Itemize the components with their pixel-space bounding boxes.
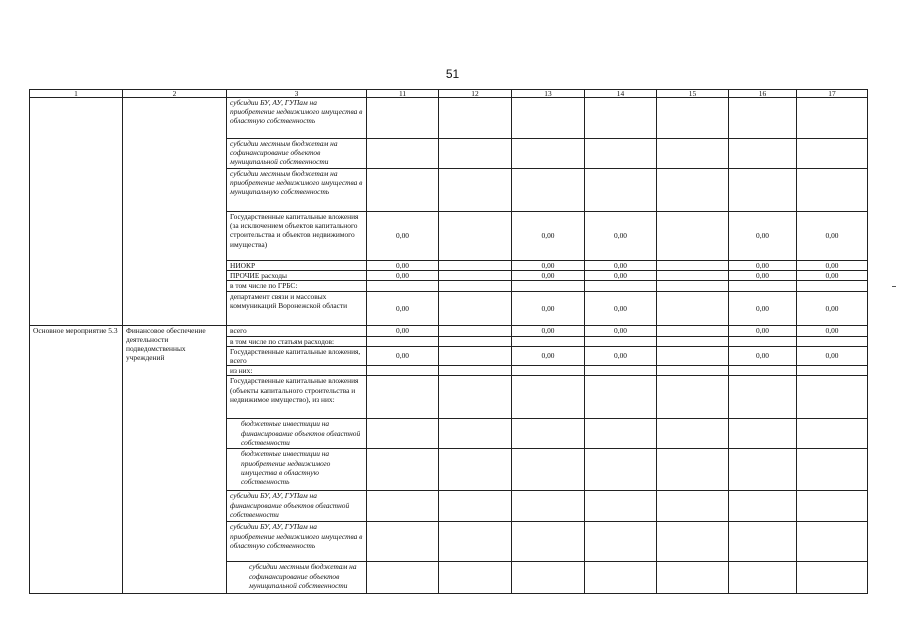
value-cell: 0,00: [729, 261, 797, 271]
value-cell: [657, 419, 729, 449]
value-cell: [512, 522, 585, 562]
value-cell: 0,00: [367, 261, 439, 271]
value-cell: 0,00: [367, 271, 439, 281]
value-cell: [797, 281, 868, 291]
value-cell: [439, 261, 512, 271]
table-row: [30, 325, 868, 336]
value-cell: [585, 336, 657, 346]
col-header: 14: [585, 90, 657, 98]
value-cell: 0,00: [797, 212, 868, 261]
col-header: 13: [512, 90, 585, 98]
value-cell: [657, 562, 729, 594]
col-header: 15: [657, 90, 729, 98]
value-cell: [729, 376, 797, 419]
value-cell: [439, 325, 512, 336]
value-cell: [657, 376, 729, 419]
value-cell: 0,00: [512, 291, 585, 325]
value-cell: [797, 336, 868, 346]
value-cell: [585, 522, 657, 562]
expense-label: бюджетные инвестиции на финансирование объектов областной собственности: [227, 419, 367, 449]
header-row: [30, 90, 868, 98]
expense-label: Государственные капитальные вложения (объекты капитального строительства и недвижимое имущество), из них:: [227, 376, 367, 419]
value-cell: [439, 169, 512, 212]
value-cell: 0,00: [797, 261, 868, 271]
expense-label: субсидии БУ, АУ, ГУПам на финансирование объектов областной собственности: [227, 491, 367, 522]
page-number: 51: [445, 67, 460, 81]
value-cell: [367, 366, 439, 376]
value-cell: 0,00: [512, 261, 585, 271]
activity-cell: [30, 98, 123, 326]
value-cell: [657, 325, 729, 336]
col-header: 1: [30, 90, 123, 98]
value-cell: [512, 336, 585, 346]
value-cell: 0,00: [729, 346, 797, 365]
value-cell: [512, 281, 585, 291]
value-cell: [439, 346, 512, 365]
expense-label: из них:: [227, 366, 367, 376]
value-cell: 0,00: [729, 212, 797, 261]
value-cell: 0,00: [729, 271, 797, 281]
value-cell: [439, 291, 512, 325]
value-cell: [657, 366, 729, 376]
expense-label: всего: [227, 325, 367, 336]
value-cell: [729, 491, 797, 522]
value-cell: [439, 522, 512, 562]
value-cell: [512, 169, 585, 212]
value-cell: [797, 522, 868, 562]
value-cell: 0,00: [367, 346, 439, 365]
col-header: 17: [797, 90, 868, 98]
value-cell: [657, 261, 729, 271]
value-cell: [367, 419, 439, 449]
expense-label: департамент связи и массовых коммуникаций Воронежской области: [227, 291, 367, 325]
value-cell: 0,00: [585, 212, 657, 261]
value-cell: 0,00: [585, 261, 657, 271]
value-cell: [657, 346, 729, 365]
value-cell: [439, 281, 512, 291]
value-cell: [657, 98, 729, 139]
value-cell: [439, 212, 512, 261]
table-row: [30, 98, 868, 139]
value-cell: [367, 562, 439, 594]
value-cell: [512, 139, 585, 169]
value-cell: [729, 281, 797, 291]
value-cell: [367, 449, 439, 491]
value-cell: [797, 366, 868, 376]
value-cell: 0,00: [729, 291, 797, 325]
expense-label: ПРОЧИЕ расходы: [227, 271, 367, 281]
value-cell: [367, 281, 439, 291]
expense-label: субсидии БУ, АУ, ГУПам на приобретение недвижимого имущества в областную собственность: [227, 522, 367, 562]
value-cell: [439, 366, 512, 376]
col-header: 16: [729, 90, 797, 98]
value-cell: [512, 366, 585, 376]
value-cell: 0,00: [797, 271, 868, 281]
expense-label: субсидии местным бюджетам на приобретение недвижимого имущества в муниципальную собственность: [227, 169, 367, 212]
col-header: 11: [367, 90, 439, 98]
value-cell: [439, 376, 512, 419]
value-cell: [657, 522, 729, 562]
value-cell: [797, 169, 868, 212]
activity-description: Финансовое обеспечение деятельности подведомственных учреждений: [123, 325, 227, 594]
expense-label: субсидии местным бюджетам на софинансирование объектов муниципальной собственности: [227, 562, 367, 594]
col-header: 2: [123, 90, 227, 98]
value-cell: [797, 491, 868, 522]
value-cell: [367, 139, 439, 169]
value-cell: [585, 449, 657, 491]
value-cell: [439, 491, 512, 522]
value-cell: [367, 336, 439, 346]
value-cell: [439, 449, 512, 491]
value-cell: 0,00: [585, 271, 657, 281]
value-cell: [657, 281, 729, 291]
value-cell: [657, 336, 729, 346]
value-cell: [512, 419, 585, 449]
expense-label: бюджетные инвестиции на приобретение недвижимого имущества в областную собственность: [227, 449, 367, 491]
value-cell: [439, 98, 512, 139]
expense-label: субсидии местным бюджетам на софинансирование объектов муниципальной собственности: [227, 139, 367, 169]
value-cell: [657, 271, 729, 281]
col-header: 12: [439, 90, 512, 98]
value-cell: [729, 449, 797, 491]
value-cell: [797, 562, 868, 594]
value-cell: [585, 376, 657, 419]
margin-mark: [892, 286, 896, 287]
value-cell: [729, 336, 797, 346]
value-cell: [797, 419, 868, 449]
value-cell: [657, 169, 729, 212]
value-cell: 0,00: [585, 346, 657, 365]
value-cell: [729, 366, 797, 376]
value-cell: 0,00: [729, 325, 797, 336]
expense-label: НИОКР: [227, 261, 367, 271]
col-header: 3: [227, 90, 367, 98]
value-cell: [729, 169, 797, 212]
value-cell: [367, 169, 439, 212]
value-cell: [367, 491, 439, 522]
value-cell: [439, 139, 512, 169]
value-cell: [729, 562, 797, 594]
value-cell: [585, 491, 657, 522]
value-cell: [729, 522, 797, 562]
value-cell: [657, 491, 729, 522]
value-cell: 0,00: [585, 291, 657, 325]
value-cell: 0,00: [367, 212, 439, 261]
value-cell: [585, 419, 657, 449]
value-cell: [439, 271, 512, 281]
value-cell: [512, 98, 585, 139]
value-cell: 0,00: [512, 325, 585, 336]
value-cell: [585, 139, 657, 169]
expense-label: в том числе по статьям расходов:: [227, 336, 367, 346]
value-cell: [797, 139, 868, 169]
expense-label: в том числе по ГРБС:: [227, 281, 367, 291]
value-cell: [367, 376, 439, 419]
activity-name: Основное мероприятие 5.3: [30, 325, 123, 594]
value-cell: 0,00: [367, 325, 439, 336]
value-cell: 0,00: [797, 291, 868, 325]
value-cell: 0,00: [512, 346, 585, 365]
value-cell: [512, 449, 585, 491]
value-cell: 0,00: [512, 271, 585, 281]
value-cell: [439, 419, 512, 449]
value-cell: 0,00: [797, 325, 868, 336]
value-cell: [512, 376, 585, 419]
value-cell: [657, 291, 729, 325]
value-cell: [797, 449, 868, 491]
value-cell: [585, 169, 657, 212]
value-cell: [439, 336, 512, 346]
expense-label: Государственные капитальные вложения (за исключением объектов капитального строительства и объектов недвижимого имущества): [227, 212, 367, 261]
value-cell: [512, 562, 585, 594]
value-cell: [585, 281, 657, 291]
value-cell: [585, 562, 657, 594]
expense-label: субсидии БУ, АУ, ГУПам на приобретение недвижимого имущества в областную собственность: [227, 98, 367, 139]
value-cell: 0,00: [512, 212, 585, 261]
value-cell: [512, 491, 585, 522]
description-cell: [123, 98, 227, 326]
value-cell: [439, 562, 512, 594]
value-cell: [657, 449, 729, 491]
value-cell: 0,00: [797, 346, 868, 365]
value-cell: [729, 419, 797, 449]
value-cell: [657, 139, 729, 169]
value-cell: [729, 139, 797, 169]
value-cell: 0,00: [367, 291, 439, 325]
value-cell: [585, 366, 657, 376]
value-cell: [585, 98, 657, 139]
value-cell: 0,00: [585, 325, 657, 336]
expense-label: Государственные капитальные вложения, всего: [227, 346, 367, 365]
value-cell: [797, 98, 868, 139]
value-cell: [657, 212, 729, 261]
value-cell: [367, 522, 439, 562]
value-cell: [797, 376, 868, 419]
value-cell: [729, 98, 797, 139]
value-cell: [367, 98, 439, 139]
budget-table: [29, 89, 868, 594]
